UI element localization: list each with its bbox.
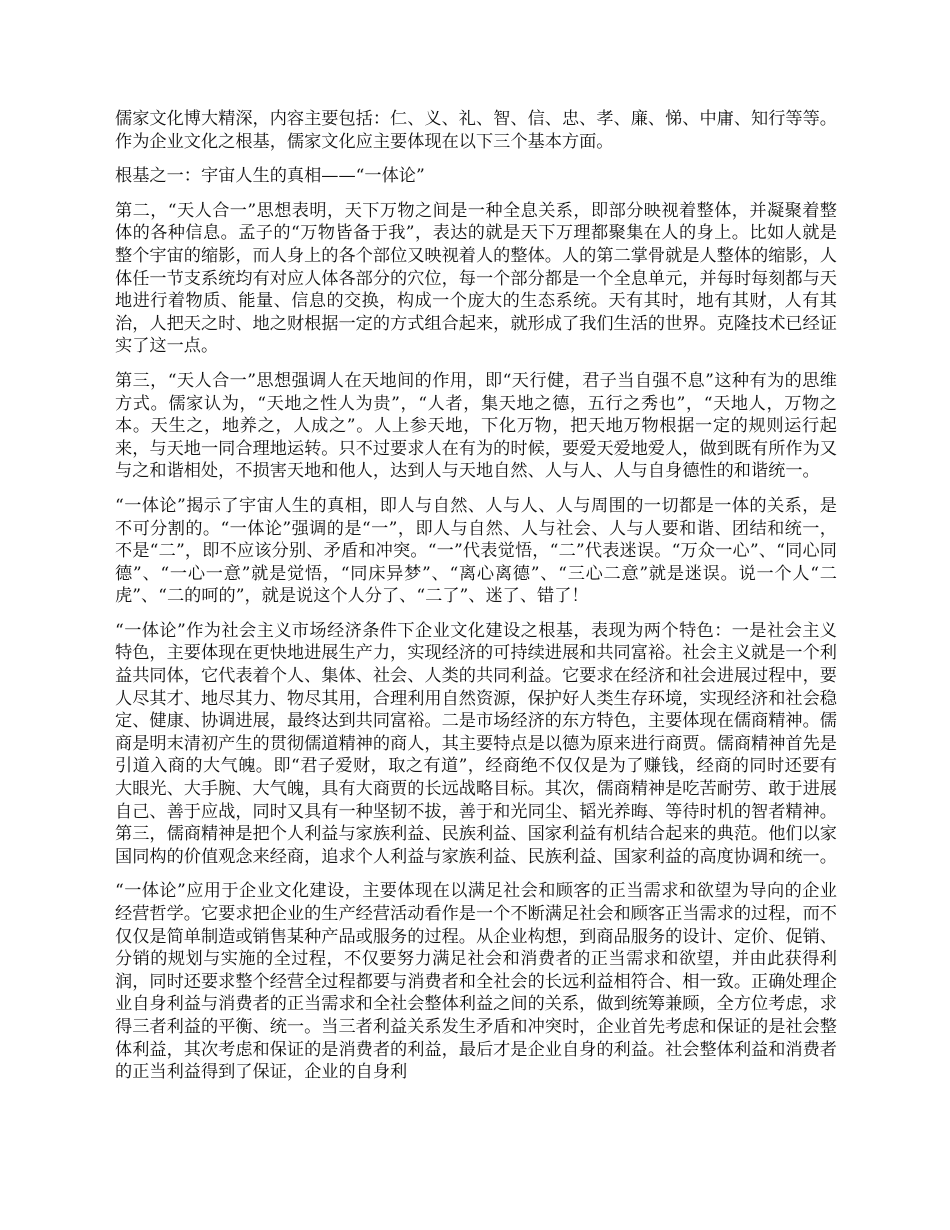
paragraph-application: “一体论”应用于企业文化建设，主要体现在以满足社会和顾客的正当需求和欲望为导向的企业经营哲学。它要求把企业的生产经营活动看作是一个不断满足社会和顾客正当需求的过程，而不仅仅是简单制造或销售某种产品或服务的过程。从企业构想，到商品服务的设计、定价、促销、分销的规划与实施的全过程，不仅要努力满足社会和消费者的正当需求和欲望，并由此获得利润，同时还要求整个经营全过程都要与消费者和全社会的长远利益相符合、相一致。正确处理企业自身利益与消费者的正当需求和全社会整体利益之间的关系，做到统筹兼顾，全方位考虑，求得三者利益的平衡、统一。当三者利益关系发生矛盾和冲突时，企业首先考虑和保证的是社会整体利益，其次考虑和保证的是消费者的利益，最后才是企业自身的利益。社会整体利益和消费者的正当利益得到了保证，企业的自身利	[115, 881, 837, 1083]
paragraph-oneness-theory: “一体论”揭示了宇宙人生的真相，即人与自然、人与人、人与周围的一切都是一体的关系，是不可分割的。“一体论”强调的是“一”，即人与自然、人与社会、人与人要和谐、团结和统一，不是“二”，即不应该分别、矛盾和冲突。“一”代表觉悟，“二”代表迷误。“万众一心”、“同心同德”、“一心一意”就是觉悟，“同床异梦”、“离心离德”、“三心二意”就是迷误。说一个人“二虎”、“二的呵的”，就是说这个人分了、“二了”、迷了、错了！	[115, 495, 837, 607]
paragraph-third-point: 第三，“天人合一”思想强调人在天地间的作用，即“天行健，君子当自强不息”这种有为的思维方式。儒家认为，“天地之性人为贵”，“人者，集天地之德，五行之秀也”，“天地人，万物之本。天生之，地养之，人成之”。人上参天地，下化万物，把天地万物根据一定的规则运行起来，与天地一同合理地运转。只不过要求人在有为的时候，要爱天爱地爱人，做到既有所作为又与之和谐相处，不损害天地和他人，达到人与天地自然、人与人、人与自身德性的和谐统一。	[115, 370, 837, 482]
paragraph-two-characteristics: “一体论”作为社会主义市场经济条件下企业文化建设之根基，表现为两个特色：一是社会主义特色，主要体现在更快地进展生产力，实现经济的可持续进展和共同富裕。社会主义就是一个利益共同体，它代表着个人、集体、社会、人类的共同利益。它要求在经济和社会进展过程中，要人尽其才、地尽其力、物尽其用，合理利用自然资源，保护好人类生存环境，实现经济和社会稳定、健康、协调进展，最终达到共同富裕。二是市场经济的东方特色，主要体现在儒商精神。儒商是明末清初产生的贯彻儒道精神的商人，其主要特点是以德为原来进行商贾。儒商精神首先是引道入商的大气魄。即“君子爱财，取之有道”，经商绝不仅仅是为了赚钱，经商的同时还要有大眼光、大手腕、大气魄，具有大商贾的长远战略目标。其次，儒商精神是吃苦耐劳、敢于进展自己、善于应战，同时又具有一种坚韧不拔，善于和光同尘、韬光养晦、等待时机的智者精神。第三，儒商精神是把个人利益与家族利益、民族利益、国家利益有机结合起来的典范。他们以家国同构的价值观念来经商，追求个人利益与家族利益、民族利益、国家利益的高度协调和统一。	[115, 620, 837, 867]
document-page	[115, 108, 837, 1096]
section-heading: 根基之一：宇宙人生的真相——“一体论”	[115, 166, 425, 187]
intro-paragraph: 儒家文化博大精深，内容主要包括：仁、义、礼、智、信、忠、孝、廉、悌、中庸、知行等等。作为企业文化之根基，儒家文化应主要体现在以下三个基本方面。	[115, 109, 837, 152]
paragraph-second-point: 第二，“天人合一”思想表明，天下万物之间是一种全息关系，即部分映视着整体，并凝聚着整体的各种信息。孟子的“万物皆备于我”，表达的就是天下万理都聚集在人的身上。比如人就是整个宇宙的缩影，而人身上的各个部位又映视着人的整体。人的第二掌骨就是人整体的缩影，人体任一节支系统均有对应人体各部分的穴位，每一个部分都是一个全息单元，并每时每刻都与天地进行着物质、能量、信息的交换，构成一个庞大的生态系统。天有其时，地有其财，人有其治，人把天之时、地之财根据一定的方式组合起来，就形成了我们生活的世界。克隆技术已经证实了这一点。	[115, 200, 837, 357]
